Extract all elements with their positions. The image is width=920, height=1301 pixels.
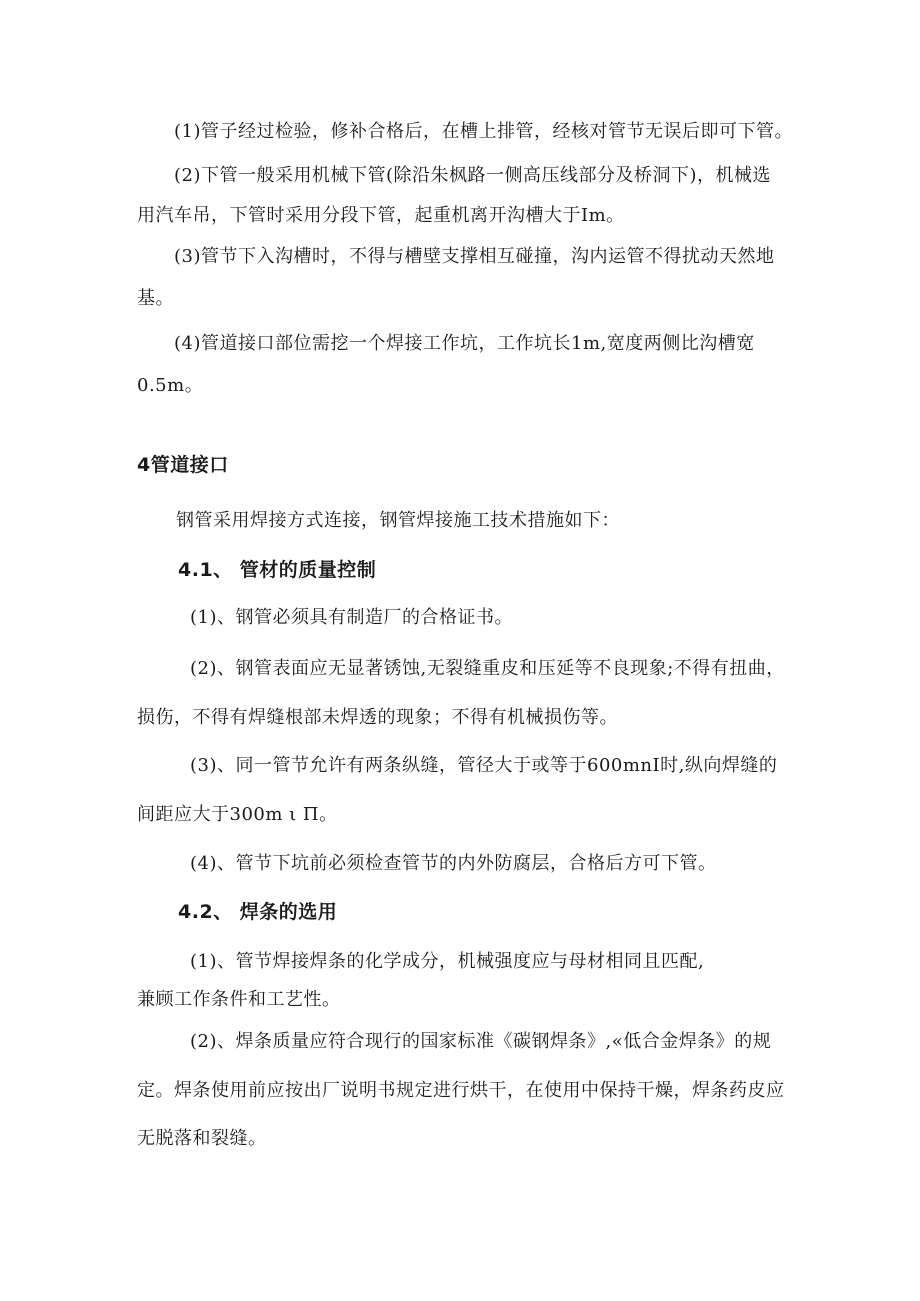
- paragraph-line: (1)管子经过检验，修补合格后，在槽上排管，经核对管节无误后即可下管。: [174, 121, 793, 142]
- paragraph-line: (1)、管节焊接焊条的化学成分，机械强度应与母材相同且匹配,: [190, 951, 705, 972]
- paragraph-line: 基。: [137, 288, 174, 309]
- paragraph-line: (3)、同一管节允许有两条纵缝，管径大于或等于600mnI时,纵向焊缝的: [190, 755, 778, 776]
- paragraph-line: (4)管道接口部位需挖一个焊接工作坑，工作坑长1m,宽度两侧比沟槽宽: [174, 333, 755, 354]
- paragraph-line: 钢管采用焊接方式连接，钢管焊接施工技术措施如下：: [176, 510, 620, 531]
- subsection-heading: 4.1、 管材的质量控制: [178, 559, 377, 581]
- paragraph-line: (4)、管节下坑前必须检查管节的内外防腐层，合格后方可下管。: [190, 853, 717, 874]
- paragraph-line: 间距应大于300m ι Π。: [137, 804, 338, 825]
- paragraph-line: (1)、钢管必须具有制造厂的合格证书。: [190, 607, 513, 628]
- paragraph-line: (2)、钢管表面应无显著锈蚀,无裂缝重皮和压延等不良现象;不得有扭曲，: [190, 658, 785, 679]
- paragraph-line: 用汽车吊，下管时采用分段下管，起重机离开沟槽大于Im。: [137, 205, 625, 226]
- paragraph-line: 定。焊条使用前应按出厂说明书规定进行烘干，在使用中保持干燥，焊条药皮应: [137, 1080, 785, 1101]
- paragraph-line: (2)、焊条质量应符合现行的国家标准《碳钢焊条》,«低合金焊条》的规: [190, 1031, 772, 1052]
- section-heading: 4管道接口: [137, 454, 229, 476]
- paragraph-line: (2)下管一般采用机械下管(除沿朱枫路一侧高压线部分及桥洞下)，机械选: [174, 165, 772, 186]
- paragraph-line: 损伤，不得有焊缝根部未焊透的现象；不得有机械损伤等。: [137, 707, 618, 728]
- paragraph-line: 0.5m。: [137, 375, 204, 396]
- paragraph-line: (3)管节下入沟槽时，不得与槽壁支撑相互碰撞，沟内运管不得扰动天然地: [174, 246, 775, 267]
- paragraph-line: 兼顾工作条件和工艺性。: [137, 989, 341, 1010]
- subsection-heading: 4.2、 焊条的选用: [178, 901, 338, 923]
- paragraph-line: 无脱落和裂缝。: [137, 1128, 267, 1149]
